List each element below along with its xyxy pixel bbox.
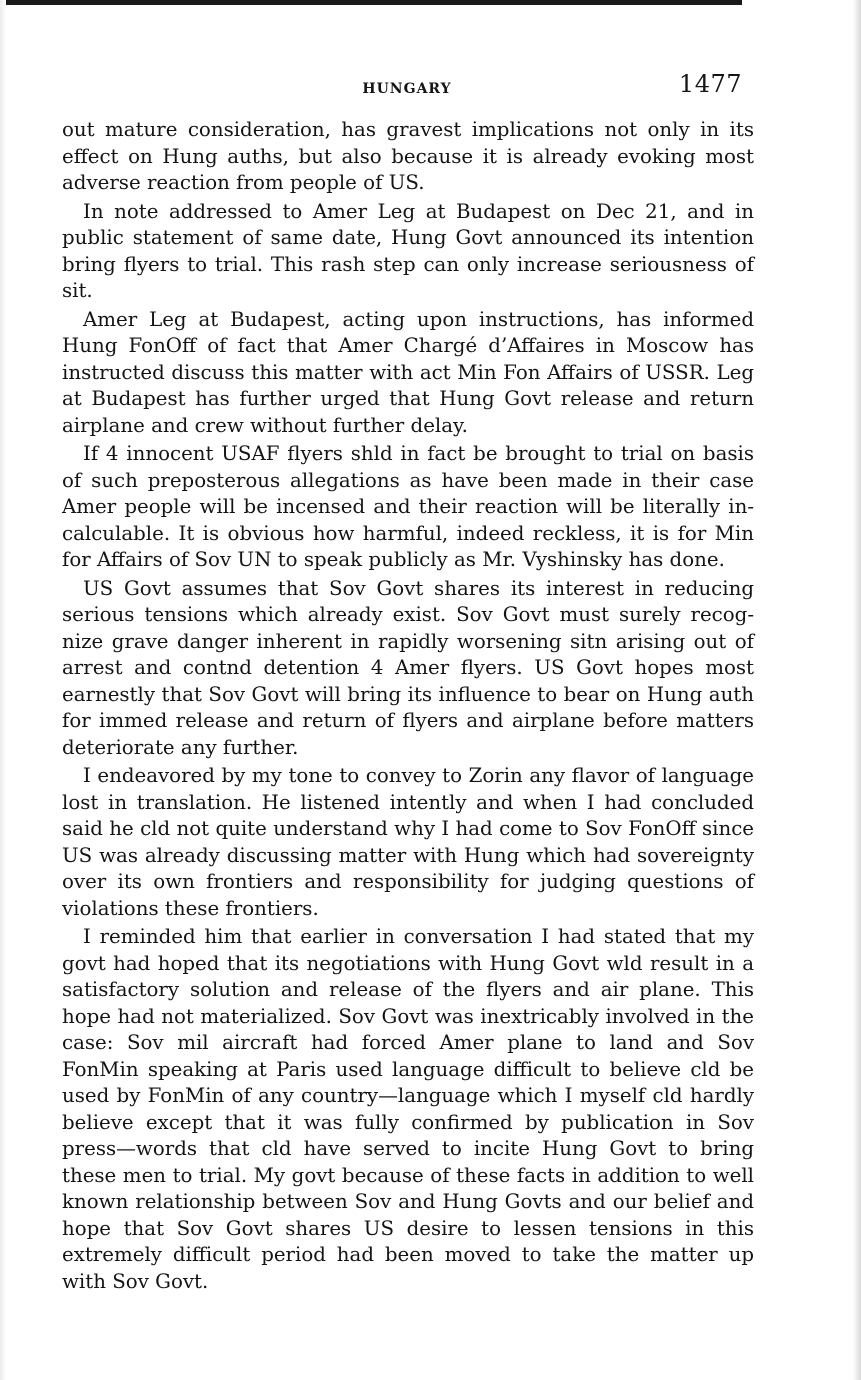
paragraph: US Govt assumes that Sov Govt shares its interest in reducing serious tensions which already exist. Sov Govt must surely recognize grave danger inherent in rapidly worsening sitn arising out of arrest and contnd detention 4 Amer flyers. US Govt hopes most earnestly that Sov Govt will bring its influence to bear on Hung auth for immed release and return of flyers and airplane before matters deteriorate any further.: [62, 576, 754, 759]
page-number: 1477: [678, 70, 742, 98]
running-head: [60, 70, 754, 110]
paragraph: Amer Leg at Budapest, acting upon instructions, has informed Hung FonOff of fact that Amer Chargé d’Affaires in Moscow has instructed discuss this matter with act Min Fon Affairs of USSR. Leg at Budapest has further urged that Hung Govt release and return airplane and crew without further delay.: [62, 307, 754, 437]
page-top-rule: [0, 0, 742, 5]
page-binding-edge: [853, 0, 861, 1380]
paragraph-continued: out mature consideration, has gravest implications not only in its effect on Hung auths, but also because it is already evoking most adverse reaction from people of US.: [62, 118, 754, 194]
paragraph: In note addressed to Amer Leg at Budapest on Dec 21, and in public statement of same date, Hung Govt announced its intention bring flyers to trial. This rash step can only increase seriousness of sit.: [62, 199, 754, 302]
paragraph: I reminded him that earlier in conversation I had stated that my govt had hoped that its negotiations with Hung Govt wld result in a satisfactory solution and release of the flyers and air plane. This hope had not materialized. Sov Govt was inextricably involved in the case: Sov mil aircraft had forced Amer plane to land and Sov FonMin speaking at Paris used language difficult to believe cld be used by FonMin of any country—language which I myself cld hardly believe except that it was fully confirmed by publication in Sov press—words that cld have served to incite Hung Govt to bring these men to trial. My govt because of these facts in addition to well known relationship between Sov and Hung Govts and our belief and hope that Sov Govt shares US desire to lessen tensions in this extremely difficult period had been moved to take the matter up with Sov Govt.: [62, 925, 754, 1293]
page-left-edge: [0, 0, 6, 1380]
paragraph: If 4 innocent USAF flyers shld in fact be brought to trial on basis of such preposterous allegations as have been made in their case Amer people will be incensed and their reaction will be literally incalculable. It is obvious how harmful, indeed reckless, it is for Min for Affairs of Sov UN to speak publicly as Mr. Vyshinsky has done.: [62, 442, 754, 571]
body-text: [62, 117, 754, 1295]
running-title: HUNGARY: [362, 81, 452, 97]
paragraph: I endeavored by my tone to convey to Zorin any flavor of language lost in translation. He listened intently and when I had concluded said he cld not quite understand why I had come to Sov FonOff since US was already discussing matter with Hung which had sovereignty over its own frontiers and responsibility for judging questions of violations these frontiers.: [62, 764, 754, 920]
